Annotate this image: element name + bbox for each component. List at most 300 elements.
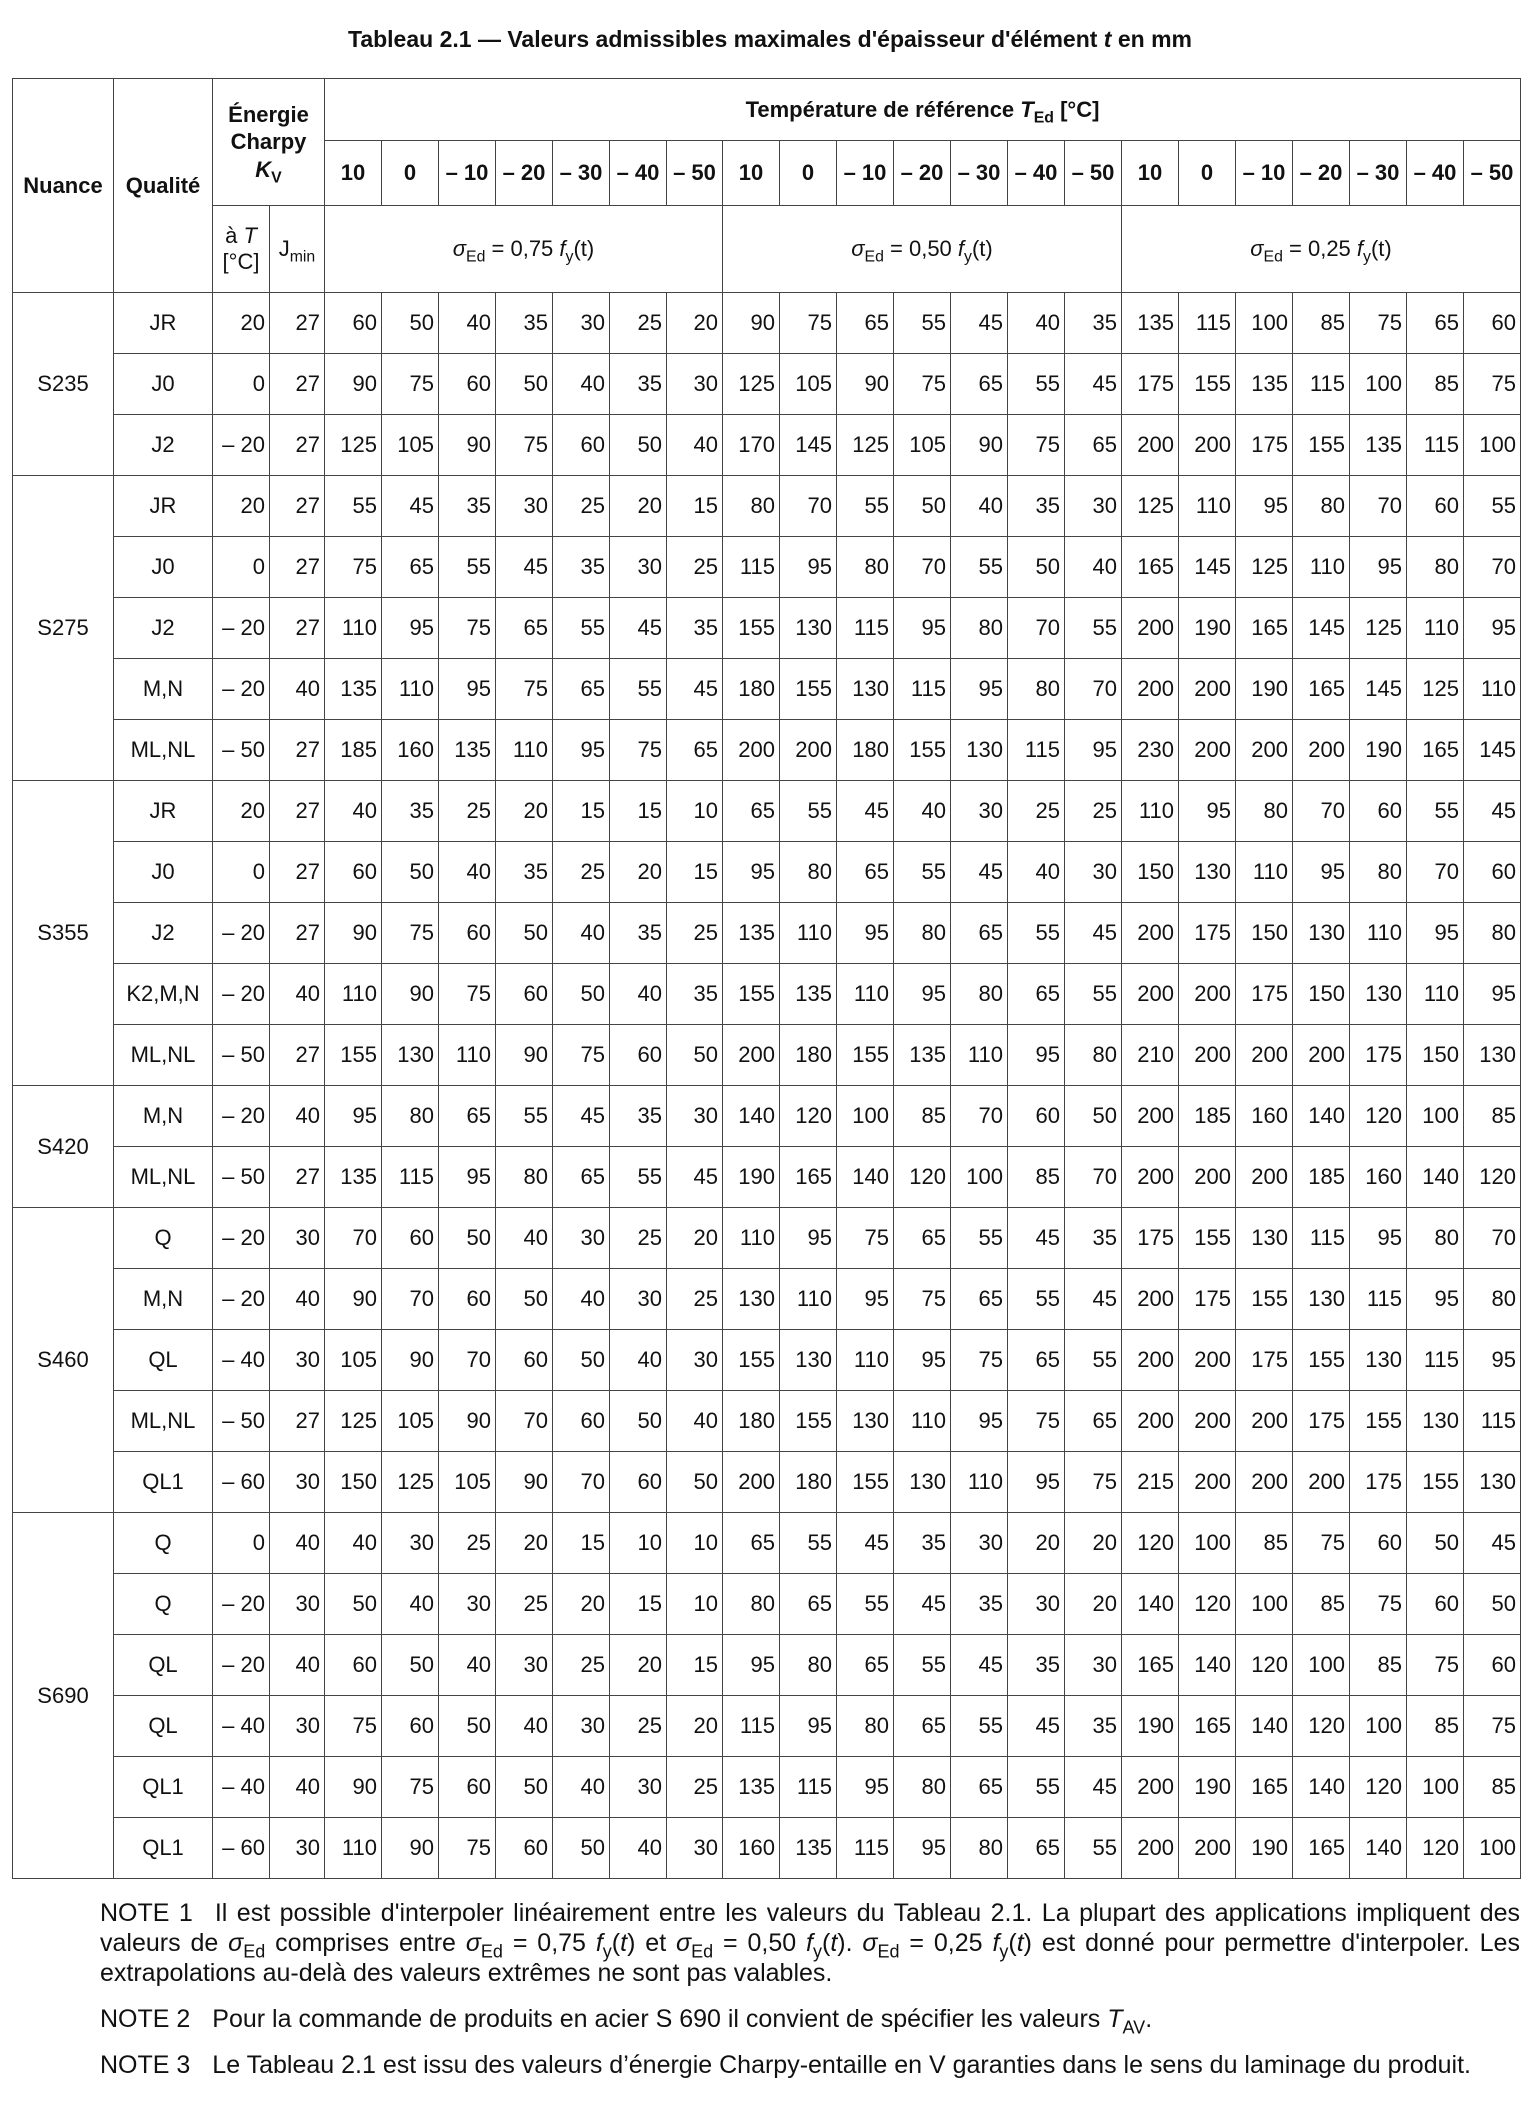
value-cell: 180 xyxy=(780,1452,837,1513)
value-cell: 80 xyxy=(1293,476,1350,537)
header-temp-cell: 0 xyxy=(1179,141,1236,206)
value-cell: 200 xyxy=(1293,720,1350,781)
value-cell: 65 xyxy=(894,1208,951,1269)
value-cell: 200 xyxy=(780,720,837,781)
header-temp-cell: 0 xyxy=(780,141,837,206)
sigma-symbol: σ xyxy=(1250,236,1264,261)
fy-argument: (t) xyxy=(573,236,595,261)
value-cell: 55 xyxy=(951,537,1008,598)
value-cell: 155 xyxy=(1179,354,1236,415)
value-cell: 75 xyxy=(496,415,553,476)
value-cell: 25 xyxy=(610,1208,667,1269)
qualite-cell: J0 xyxy=(114,354,213,415)
value-cell: 130 xyxy=(1407,1391,1464,1452)
value-cell: 175 xyxy=(1179,903,1236,964)
qualite-cell: ML,NL xyxy=(114,1147,213,1208)
value-cell: 80 xyxy=(1236,781,1293,842)
note-label: NOTE 3 xyxy=(100,2051,191,2079)
jmin-cell: 27 xyxy=(270,293,325,354)
value-cell: 30 xyxy=(667,1818,723,1879)
value-cell: 55 xyxy=(1065,598,1122,659)
jmin-cell: 40 xyxy=(270,1757,325,1818)
qualite-cell: J2 xyxy=(114,598,213,659)
value-cell: 55 xyxy=(610,659,667,720)
value-cell: 95 xyxy=(1464,964,1521,1025)
value-cell: 80 xyxy=(894,903,951,964)
value-cell: 200 xyxy=(1122,1269,1179,1330)
value-cell: 125 xyxy=(325,1391,382,1452)
value-cell: 65 xyxy=(723,781,780,842)
note-subscript: Ed xyxy=(480,1941,503,1962)
value-cell: 120 xyxy=(894,1147,951,1208)
note-text: ) est donné pour permettre d'interpoler. Les extrapolations au-delà des valeurs extrêmes ne sont pas valables. xyxy=(100,1929,1520,1987)
value-cell: 60 xyxy=(325,842,382,903)
value-cell: 70 xyxy=(1293,781,1350,842)
value-cell: 55 xyxy=(1008,1757,1065,1818)
value-cell: 115 xyxy=(1179,293,1236,354)
value-cell: 60 xyxy=(382,1696,439,1757)
jmin-cell: 40 xyxy=(270,964,325,1025)
value-cell: 65 xyxy=(837,842,894,903)
value-cell: 200 xyxy=(1179,1818,1236,1879)
value-cell: 100 xyxy=(1179,1513,1236,1574)
value-cell: 75 xyxy=(780,293,837,354)
value-cell: 75 xyxy=(553,1025,610,1086)
table-row xyxy=(13,293,1521,354)
note-subscript: AV xyxy=(1122,2017,1146,2038)
header-nuance: Nuance xyxy=(13,79,114,293)
value-cell: 45 xyxy=(1065,1269,1122,1330)
header-temp-cell: – 50 xyxy=(1065,141,1122,206)
header-temp-cell: – 20 xyxy=(894,141,951,206)
temperature-cell: – 20 xyxy=(213,1086,270,1147)
value-cell: 25 xyxy=(1065,781,1122,842)
temperature-cell: – 40 xyxy=(213,1696,270,1757)
value-cell: 40 xyxy=(553,1269,610,1330)
value-cell: 95 xyxy=(837,1269,894,1330)
value-cell: 60 xyxy=(553,1391,610,1452)
jmin-cell: 30 xyxy=(270,1574,325,1635)
value-cell: 50 xyxy=(553,1330,610,1391)
value-cell: 100 xyxy=(951,1147,1008,1208)
header-temperature: Température de référence $T_{Ed}$ [°C] xyxy=(325,79,1521,141)
value-cell: 95 xyxy=(1293,842,1350,903)
value-cell: 45 xyxy=(1008,1696,1065,1757)
nuance-cell: S460 xyxy=(13,1208,114,1513)
value-cell: 55 xyxy=(894,842,951,903)
value-cell: 140 xyxy=(1236,1696,1293,1757)
value-cell: 35 xyxy=(439,476,496,537)
note-italic: T xyxy=(1107,2005,1123,2033)
value-cell: 20 xyxy=(610,842,667,903)
value-cell: 45 xyxy=(951,293,1008,354)
value-cell: 40 xyxy=(1008,293,1065,354)
jmin-cell: 27 xyxy=(270,903,325,964)
header-temp-cell: – 30 xyxy=(1350,141,1407,206)
jmin-cell: 30 xyxy=(270,1452,325,1513)
temperature-cell: – 20 xyxy=(213,903,270,964)
value-cell: 90 xyxy=(382,1330,439,1391)
value-cell: 200 xyxy=(1122,598,1179,659)
value-cell: 130 xyxy=(837,659,894,720)
value-cell: 40 xyxy=(439,1635,496,1696)
value-cell: 50 xyxy=(1065,1086,1122,1147)
value-cell: 155 xyxy=(837,1025,894,1086)
table-row xyxy=(13,354,1521,415)
value-cell: 65 xyxy=(553,1147,610,1208)
value-cell: 115 xyxy=(837,1818,894,1879)
value-cell: 110 xyxy=(1407,598,1464,659)
value-cell: 45 xyxy=(951,842,1008,903)
value-cell: 65 xyxy=(1407,293,1464,354)
value-cell: 40 xyxy=(496,1696,553,1757)
table-row xyxy=(13,659,1521,720)
value-cell: 35 xyxy=(610,903,667,964)
value-cell: 75 xyxy=(439,598,496,659)
value-cell: 115 xyxy=(780,1757,837,1818)
value-cell: 30 xyxy=(496,476,553,537)
value-cell: 50 xyxy=(439,1208,496,1269)
note-paragraph xyxy=(100,2004,1520,2038)
value-cell: 55 xyxy=(1008,354,1065,415)
value-cell: 100 xyxy=(1350,354,1407,415)
note-subscript: y xyxy=(999,1941,1009,1962)
value-cell: 55 xyxy=(610,1147,667,1208)
value-cell: 60 xyxy=(1464,1635,1521,1696)
value-cell: 45 xyxy=(553,1086,610,1147)
value-cell: 55 xyxy=(1464,476,1521,537)
value-cell: 190 xyxy=(1179,598,1236,659)
value-cell: 80 xyxy=(1464,1269,1521,1330)
qualite-cell: Q xyxy=(114,1574,213,1635)
value-cell: 80 xyxy=(1464,903,1521,964)
temperature-cell: – 50 xyxy=(213,1391,270,1452)
note-subscript: Ed xyxy=(691,1941,714,1962)
value-cell: 50 xyxy=(1464,1574,1521,1635)
value-cell: 140 xyxy=(837,1147,894,1208)
value-cell: 200 xyxy=(1122,1818,1179,1879)
value-cell: 130 xyxy=(894,1452,951,1513)
value-cell: 10 xyxy=(610,1513,667,1574)
value-cell: 135 xyxy=(894,1025,951,1086)
value-cell: 60 xyxy=(1464,293,1521,354)
value-cell: 35 xyxy=(1008,476,1065,537)
value-cell: 215 xyxy=(1122,1452,1179,1513)
value-cell: 125 xyxy=(837,415,894,476)
jmin-cell: 30 xyxy=(270,1330,325,1391)
value-cell: 60 xyxy=(496,1330,553,1391)
value-cell: 140 xyxy=(1293,1757,1350,1818)
note-text: Il est possible d'interpoler linéairement entre les valeurs du Tableau 2.1. La plupart des applications impliquent des valeurs de xyxy=(100,1899,1521,1957)
qualite-cell: ML,NL xyxy=(114,1025,213,1086)
value-cell: 200 xyxy=(1236,1147,1293,1208)
value-cell: 90 xyxy=(325,354,382,415)
value-cell: 200 xyxy=(1179,1147,1236,1208)
value-cell: 125 xyxy=(325,415,382,476)
value-cell: 40 xyxy=(325,1513,382,1574)
value-cell: 20 xyxy=(667,293,723,354)
jmin-cell: 27 xyxy=(270,781,325,842)
value-cell: 70 xyxy=(382,1269,439,1330)
value-cell: 55 xyxy=(894,1635,951,1696)
qualite-cell: QL1 xyxy=(114,1757,213,1818)
fy-subscript: y xyxy=(1363,248,1371,266)
value-cell: 30 xyxy=(553,1208,610,1269)
qualite-cell: ML,NL xyxy=(114,720,213,781)
value-cell: 30 xyxy=(951,781,1008,842)
value-cell: 25 xyxy=(610,1696,667,1757)
jmin-cell: 27 xyxy=(270,842,325,903)
value-cell: 95 xyxy=(1179,781,1236,842)
value-cell: 95 xyxy=(1464,1330,1521,1391)
value-cell: 200 xyxy=(1179,1452,1236,1513)
note-subscript: Ed xyxy=(877,1941,900,1962)
value-cell: 25 xyxy=(667,903,723,964)
value-cell: 200 xyxy=(723,1452,780,1513)
value-cell: 95 xyxy=(780,1208,837,1269)
qualite-cell: J0 xyxy=(114,842,213,903)
value-cell: 35 xyxy=(1065,1696,1122,1757)
value-cell: 60 xyxy=(496,964,553,1025)
value-cell: 90 xyxy=(382,1818,439,1879)
jmin-cell: 40 xyxy=(270,1635,325,1696)
value-cell: 175 xyxy=(1293,1391,1350,1452)
value-cell: 95 xyxy=(382,598,439,659)
value-cell: 200 xyxy=(1122,1391,1179,1452)
header-temp-cell: – 30 xyxy=(553,141,610,206)
value-cell: 50 xyxy=(1407,1513,1464,1574)
value-cell: 230 xyxy=(1122,720,1179,781)
value-cell: 135 xyxy=(780,964,837,1025)
value-cell: 95 xyxy=(1350,537,1407,598)
value-cell: 60 xyxy=(439,1269,496,1330)
qualite-cell: QL xyxy=(114,1635,213,1696)
value-cell: 55 xyxy=(894,293,951,354)
value-cell: 190 xyxy=(723,1147,780,1208)
value-cell: 200 xyxy=(1179,720,1236,781)
header-temp-cell: – 50 xyxy=(667,141,723,206)
header-temp-cell: 10 xyxy=(723,141,780,206)
jmin-cell: 40 xyxy=(270,1086,325,1147)
header-temp-cell: – 40 xyxy=(1008,141,1065,206)
value-cell: 50 xyxy=(496,1757,553,1818)
value-cell: 40 xyxy=(894,781,951,842)
value-cell: 80 xyxy=(723,476,780,537)
note-italic: t xyxy=(620,1929,628,1957)
value-cell: 90 xyxy=(439,415,496,476)
value-cell: 40 xyxy=(951,476,1008,537)
table-row xyxy=(13,598,1521,659)
value-cell: 40 xyxy=(1065,537,1122,598)
value-cell: 40 xyxy=(439,293,496,354)
value-cell: 70 xyxy=(1350,476,1407,537)
jmin-cell: 40 xyxy=(270,659,325,720)
value-cell: 200 xyxy=(1122,964,1179,1025)
header-temp-cell: – 30 xyxy=(951,141,1008,206)
header-at-t: à T [°C] xyxy=(213,206,270,293)
value-cell: 65 xyxy=(951,1269,1008,1330)
value-cell: 65 xyxy=(723,1513,780,1574)
value-cell: 165 xyxy=(1293,659,1350,720)
value-cell: 95 xyxy=(780,1696,837,1757)
qualite-cell: J2 xyxy=(114,903,213,964)
value-cell: 190 xyxy=(1122,1696,1179,1757)
qualite-cell: JR xyxy=(114,781,213,842)
value-cell: 25 xyxy=(439,781,496,842)
value-cell: 135 xyxy=(723,1757,780,1818)
value-cell: 130 xyxy=(1464,1025,1521,1086)
value-cell: 110 xyxy=(1407,964,1464,1025)
value-cell: 55 xyxy=(951,1208,1008,1269)
value-cell: 95 xyxy=(837,903,894,964)
qualite-cell: M,N xyxy=(114,1086,213,1147)
note-italic: σ xyxy=(862,1929,878,1957)
table-row xyxy=(13,903,1521,964)
value-cell: 125 xyxy=(1122,476,1179,537)
value-cell: 85 xyxy=(1464,1086,1521,1147)
value-cell: 160 xyxy=(1350,1147,1407,1208)
value-cell: 80 xyxy=(951,598,1008,659)
value-cell: 75 xyxy=(382,903,439,964)
qualite-cell: QL1 xyxy=(114,1818,213,1879)
value-cell: 175 xyxy=(1236,964,1293,1025)
value-cell: 50 xyxy=(496,903,553,964)
note-italic: σ xyxy=(465,1929,481,1957)
header-temp-cell: 10 xyxy=(325,141,382,206)
value-cell: 165 xyxy=(1179,1696,1236,1757)
value-cell: 115 xyxy=(1008,720,1065,781)
jmin-cell: 30 xyxy=(270,1818,325,1879)
note-paragraph xyxy=(100,1898,1520,1988)
sigma-equals: = 0,25 xyxy=(1282,236,1357,261)
temperature-cell: 0 xyxy=(213,1513,270,1574)
value-cell: 115 xyxy=(723,1696,780,1757)
value-cell: 160 xyxy=(382,720,439,781)
value-cell: 60 xyxy=(439,1757,496,1818)
value-cell: 130 xyxy=(382,1025,439,1086)
value-cell: 145 xyxy=(1293,598,1350,659)
value-cell: 40 xyxy=(382,1574,439,1635)
value-cell: 80 xyxy=(837,1696,894,1757)
temperature-cell: 0 xyxy=(213,354,270,415)
fy-symbol: f xyxy=(559,236,566,261)
table-row xyxy=(13,1147,1521,1208)
value-cell: 180 xyxy=(723,659,780,720)
value-cell: 15 xyxy=(667,476,723,537)
value-cell: 95 xyxy=(894,1818,951,1879)
value-cell: 80 xyxy=(780,842,837,903)
value-cell: 135 xyxy=(325,1147,382,1208)
value-cell: 165 xyxy=(780,1147,837,1208)
value-cell: 110 xyxy=(1179,476,1236,537)
value-cell: 80 xyxy=(723,1574,780,1635)
value-cell: 115 xyxy=(1407,415,1464,476)
value-cell: 50 xyxy=(496,1269,553,1330)
value-cell: 70 xyxy=(1464,537,1521,598)
value-cell: 25 xyxy=(439,1513,496,1574)
temperature-cell: 20 xyxy=(213,293,270,354)
qualite-cell: JR xyxy=(114,476,213,537)
note-text: = 0,75 xyxy=(502,1929,596,1957)
value-cell: 55 xyxy=(553,598,610,659)
value-cell: 50 xyxy=(894,476,951,537)
value-cell: 185 xyxy=(1293,1147,1350,1208)
value-cell: 45 xyxy=(1464,781,1521,842)
qualite-cell: M,N xyxy=(114,659,213,720)
value-cell: 120 xyxy=(1350,1757,1407,1818)
value-cell: 160 xyxy=(723,1818,780,1879)
table-row xyxy=(13,1635,1521,1696)
value-cell: 95 xyxy=(723,842,780,903)
value-cell: 40 xyxy=(667,1391,723,1452)
value-cell: 125 xyxy=(1236,537,1293,598)
value-cell: 30 xyxy=(1008,1574,1065,1635)
note-italic: t xyxy=(1016,1929,1024,1957)
value-cell: 155 xyxy=(1293,1330,1350,1391)
value-cell: 45 xyxy=(837,1513,894,1574)
value-cell: 200 xyxy=(1179,1391,1236,1452)
value-cell: 95 xyxy=(1236,476,1293,537)
value-cell: 75 xyxy=(1350,1574,1407,1635)
value-cell: 125 xyxy=(723,354,780,415)
value-cell: 85 xyxy=(1407,354,1464,415)
value-cell: 70 xyxy=(1065,1147,1122,1208)
value-cell: 110 xyxy=(1464,659,1521,720)
value-cell: 55 xyxy=(496,1086,553,1147)
value-cell: 40 xyxy=(553,1757,610,1818)
value-cell: 75 xyxy=(894,1269,951,1330)
jmin-cell: 30 xyxy=(270,1696,325,1757)
value-cell: 110 xyxy=(723,1208,780,1269)
value-cell: 80 xyxy=(382,1086,439,1147)
value-cell: 120 xyxy=(1236,1635,1293,1696)
value-cell: 190 xyxy=(1236,1818,1293,1879)
value-cell: 140 xyxy=(1350,1818,1407,1879)
value-cell: 185 xyxy=(1179,1086,1236,1147)
value-cell: 20 xyxy=(610,1635,667,1696)
value-cell: 70 xyxy=(951,1086,1008,1147)
nuance-cell: S235 xyxy=(13,293,114,476)
value-cell: 10 xyxy=(667,781,723,842)
value-cell: 130 xyxy=(1179,842,1236,903)
value-cell: 115 xyxy=(1350,1269,1407,1330)
value-cell: 30 xyxy=(667,1330,723,1391)
nuance-cell: S275 xyxy=(13,476,114,781)
temperature-cell: – 20 xyxy=(213,415,270,476)
qualite-cell: QL1 xyxy=(114,1452,213,1513)
note-italic: f xyxy=(806,1929,813,1957)
header-temp-cell: – 10 xyxy=(837,141,894,206)
value-cell: 120 xyxy=(1293,1696,1350,1757)
jmin-cell: 27 xyxy=(270,598,325,659)
value-cell: 45 xyxy=(496,537,553,598)
value-cell: 75 xyxy=(1008,415,1065,476)
value-cell: 100 xyxy=(1236,293,1293,354)
jmin-cell: 27 xyxy=(270,415,325,476)
value-cell: 80 xyxy=(1407,1208,1464,1269)
table-row xyxy=(13,415,1521,476)
value-cell: 125 xyxy=(382,1452,439,1513)
temperature-cell: – 50 xyxy=(213,1147,270,1208)
value-cell: 45 xyxy=(1065,903,1122,964)
value-cell: 130 xyxy=(1293,1269,1350,1330)
value-cell: 180 xyxy=(837,720,894,781)
sigma-symbol: σ xyxy=(452,236,467,261)
value-cell: 80 xyxy=(951,1818,1008,1879)
temperature-cell: – 40 xyxy=(213,1330,270,1391)
value-cell: 200 xyxy=(723,1025,780,1086)
value-cell: 25 xyxy=(667,1269,723,1330)
